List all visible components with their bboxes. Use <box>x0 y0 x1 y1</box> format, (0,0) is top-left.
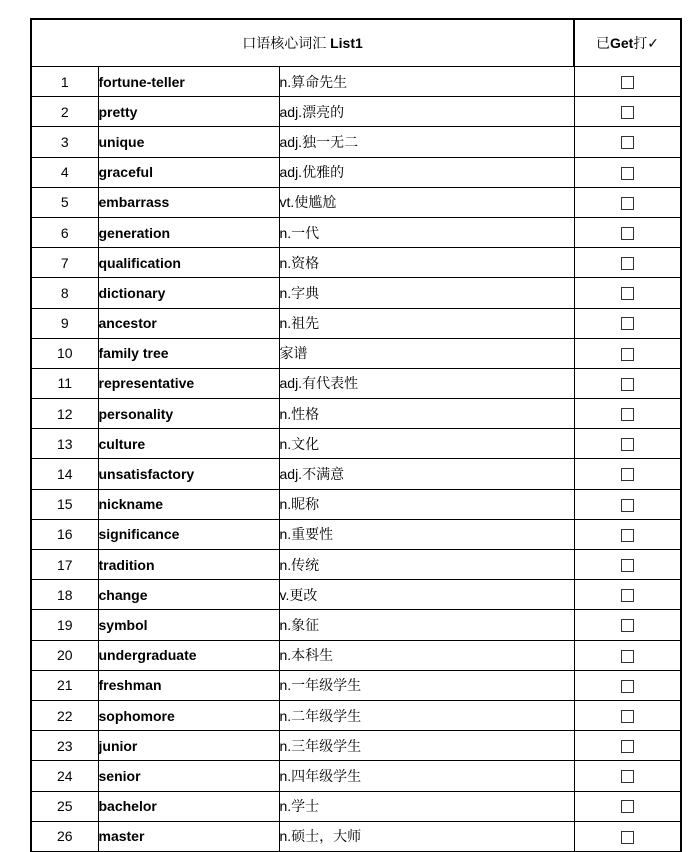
row-number: 25 <box>31 791 98 821</box>
vocab-word: embarrass <box>98 187 279 217</box>
vocab-word: dictionary <box>98 278 279 308</box>
checkbox-icon[interactable] <box>621 167 634 180</box>
got-cell <box>574 187 681 217</box>
got-cell <box>574 791 681 821</box>
got-cell <box>574 731 681 761</box>
got-cell <box>574 610 681 640</box>
checkbox-icon[interactable] <box>621 831 634 844</box>
row-number: 8 <box>31 278 98 308</box>
vocab-word: personality <box>98 399 279 429</box>
table-row <box>31 610 681 640</box>
vocab-word: undergraduate <box>98 640 279 670</box>
row-number: 11 <box>31 368 98 398</box>
row-number: 24 <box>31 761 98 791</box>
checkbox-icon[interactable] <box>621 468 634 481</box>
row-number: 5 <box>31 187 98 217</box>
vocab-meaning: adj.漂亮的 <box>279 97 574 127</box>
row-number: 2 <box>31 97 98 127</box>
table-row <box>31 791 681 821</box>
row-number: 12 <box>31 399 98 429</box>
table-row <box>31 489 681 519</box>
got-cell <box>574 338 681 368</box>
checkbox-icon[interactable] <box>621 710 634 723</box>
vocab-meaning: n.学士 <box>279 791 574 821</box>
row-number: 22 <box>31 700 98 730</box>
row-number: 4 <box>31 157 98 187</box>
vocab-word: culture <box>98 429 279 459</box>
vocab-meaning: adj.独一无二 <box>279 127 574 157</box>
vocab-meaning: n.昵称 <box>279 489 574 519</box>
vocab-word: unsatisfactory <box>98 459 279 489</box>
vocab-meaning: n.性格 <box>279 399 574 429</box>
checkbox-icon[interactable] <box>621 136 634 149</box>
got-cell <box>574 519 681 549</box>
got-cell <box>574 429 681 459</box>
vocab-meaning: n.象征 <box>279 610 574 640</box>
vocab-meaning: adj.优雅的 <box>279 157 574 187</box>
table-row <box>31 519 681 549</box>
table-row <box>31 97 681 127</box>
table-row <box>31 127 681 157</box>
got-cell <box>574 368 681 398</box>
got-cell <box>574 278 681 308</box>
checkbox-icon[interactable] <box>621 227 634 240</box>
row-number: 23 <box>31 731 98 761</box>
vocab-meaning: n.一年级学生 <box>279 670 574 700</box>
row-number: 13 <box>31 429 98 459</box>
checkbox-icon[interactable] <box>621 559 634 572</box>
vocab-word: significance <box>98 519 279 549</box>
list-title <box>31 19 574 67</box>
got-prefix: 已 <box>595 35 610 51</box>
got-cell <box>574 399 681 429</box>
got-cell <box>574 489 681 519</box>
got-cell <box>574 157 681 187</box>
table-header-row <box>31 19 681 67</box>
vocab-word: bachelor <box>98 791 279 821</box>
table-row <box>31 278 681 308</box>
vocab-word: freshman <box>98 670 279 700</box>
vocab-word: pretty <box>98 97 279 127</box>
checkbox-icon[interactable] <box>621 529 634 542</box>
vocabulary-rows <box>31 67 681 852</box>
checkbox-icon[interactable] <box>621 197 634 210</box>
vocab-meaning: n.算命先生 <box>279 67 574 97</box>
row-number: 1 <box>31 67 98 97</box>
got-suffix: 打✓ <box>633 35 660 51</box>
got-cell <box>574 761 681 791</box>
row-number: 9 <box>31 308 98 338</box>
vocab-word: generation <box>98 217 279 247</box>
got-cell <box>574 640 681 670</box>
vocab-word: unique <box>98 127 279 157</box>
vocab-meaning: n.文化 <box>279 429 574 459</box>
row-number: 17 <box>31 550 98 580</box>
list-title-latin: List1 <box>330 35 363 51</box>
vocab-meaning: adj.有代表性 <box>279 368 574 398</box>
checkbox-icon[interactable] <box>621 257 634 270</box>
checkbox-icon[interactable] <box>621 438 634 451</box>
table-row <box>31 217 681 247</box>
vocab-word: nickname <box>98 489 279 519</box>
table-row <box>31 670 681 700</box>
checkbox-icon[interactable] <box>621 317 634 330</box>
vocab-meaning: v.更改 <box>279 580 574 610</box>
vocab-word: graceful <box>98 157 279 187</box>
vocab-meaning: n.本科生 <box>279 640 574 670</box>
got-cell <box>574 67 681 97</box>
checkbox-icon[interactable] <box>621 499 634 512</box>
checkbox-icon[interactable] <box>621 76 634 89</box>
checkbox-icon[interactable] <box>621 348 634 361</box>
checkbox-icon[interactable] <box>621 589 634 602</box>
table-row <box>31 459 681 489</box>
got-cell <box>574 97 681 127</box>
table-row <box>31 761 681 791</box>
row-number: 6 <box>31 217 98 247</box>
vocab-word: junior <box>98 731 279 761</box>
row-number: 16 <box>31 519 98 549</box>
table-row <box>31 429 681 459</box>
vocab-meaning: n.传统 <box>279 550 574 580</box>
table-row <box>31 580 681 610</box>
table-row <box>31 640 681 670</box>
table-row <box>31 821 681 851</box>
table-row <box>31 550 681 580</box>
vocab-meaning: n.三年级学生 <box>279 731 574 761</box>
vocab-word: sophomore <box>98 700 279 730</box>
vocabulary-table <box>30 18 682 852</box>
got-cell <box>574 700 681 730</box>
vocab-meaning: n.字典 <box>279 278 574 308</box>
vocab-meaning: n.一代 <box>279 217 574 247</box>
vocab-word: senior <box>98 761 279 791</box>
vocab-word: symbol <box>98 610 279 640</box>
vocab-word: fortune-teller <box>98 67 279 97</box>
checkbox-icon[interactable] <box>621 378 634 391</box>
checkbox-icon[interactable] <box>621 408 634 421</box>
got-cell <box>574 550 681 580</box>
table-row <box>31 248 681 278</box>
row-number: 15 <box>31 489 98 519</box>
table-row <box>31 731 681 761</box>
got-bold: Get <box>609 35 634 51</box>
table-row <box>31 67 681 97</box>
got-cell <box>574 248 681 278</box>
vocab-word: ancestor <box>98 308 279 338</box>
vocab-meaning: 家谱 <box>279 338 574 368</box>
got-cell <box>574 670 681 700</box>
checkbox-icon[interactable] <box>621 106 634 119</box>
vocab-meaning: n.二年级学生 <box>279 700 574 730</box>
row-number: 7 <box>31 248 98 278</box>
row-number: 21 <box>31 670 98 700</box>
table-row <box>31 187 681 217</box>
vocab-word: tradition <box>98 550 279 580</box>
checkbox-icon[interactable] <box>621 770 634 783</box>
row-number: 10 <box>31 338 98 368</box>
got-column-header <box>574 19 681 67</box>
vocab-meaning: n.祖先 <box>279 308 574 338</box>
got-cell <box>574 821 681 851</box>
checkbox-icon[interactable] <box>621 680 634 693</box>
table-row <box>31 368 681 398</box>
checkbox-icon[interactable] <box>621 740 634 753</box>
got-cell <box>574 308 681 338</box>
table-row <box>31 399 681 429</box>
table-row <box>31 700 681 730</box>
vocab-word: representative <box>98 368 279 398</box>
vocab-meaning: adj.不满意 <box>279 459 574 489</box>
row-number: 26 <box>31 821 98 851</box>
row-number: 20 <box>31 640 98 670</box>
list-title-prefix: 口语核心词汇 <box>242 35 331 51</box>
row-number: 14 <box>31 459 98 489</box>
row-number: 3 <box>31 127 98 157</box>
vocab-word: change <box>98 580 279 610</box>
got-cell <box>574 127 681 157</box>
vocab-word: family tree <box>98 338 279 368</box>
got-cell <box>574 459 681 489</box>
checkbox-icon[interactable] <box>621 287 634 300</box>
checkbox-icon[interactable] <box>621 619 634 632</box>
vocab-word: master <box>98 821 279 851</box>
vocab-word: qualification <box>98 248 279 278</box>
table-row <box>31 338 681 368</box>
vocab-meaning: n.资格 <box>279 248 574 278</box>
vocab-meaning: n.四年级学生 <box>279 761 574 791</box>
vocab-meaning: n.硕士，大师 <box>279 821 574 851</box>
table-row <box>31 308 681 338</box>
row-number: 18 <box>31 580 98 610</box>
got-cell <box>574 217 681 247</box>
got-cell <box>574 580 681 610</box>
table-row <box>31 157 681 187</box>
checkbox-icon[interactable] <box>621 800 634 813</box>
checkbox-icon[interactable] <box>621 650 634 663</box>
row-number: 19 <box>31 610 98 640</box>
vocab-meaning: n.重要性 <box>279 519 574 549</box>
vocab-meaning: vt.使尴尬 <box>279 187 574 217</box>
